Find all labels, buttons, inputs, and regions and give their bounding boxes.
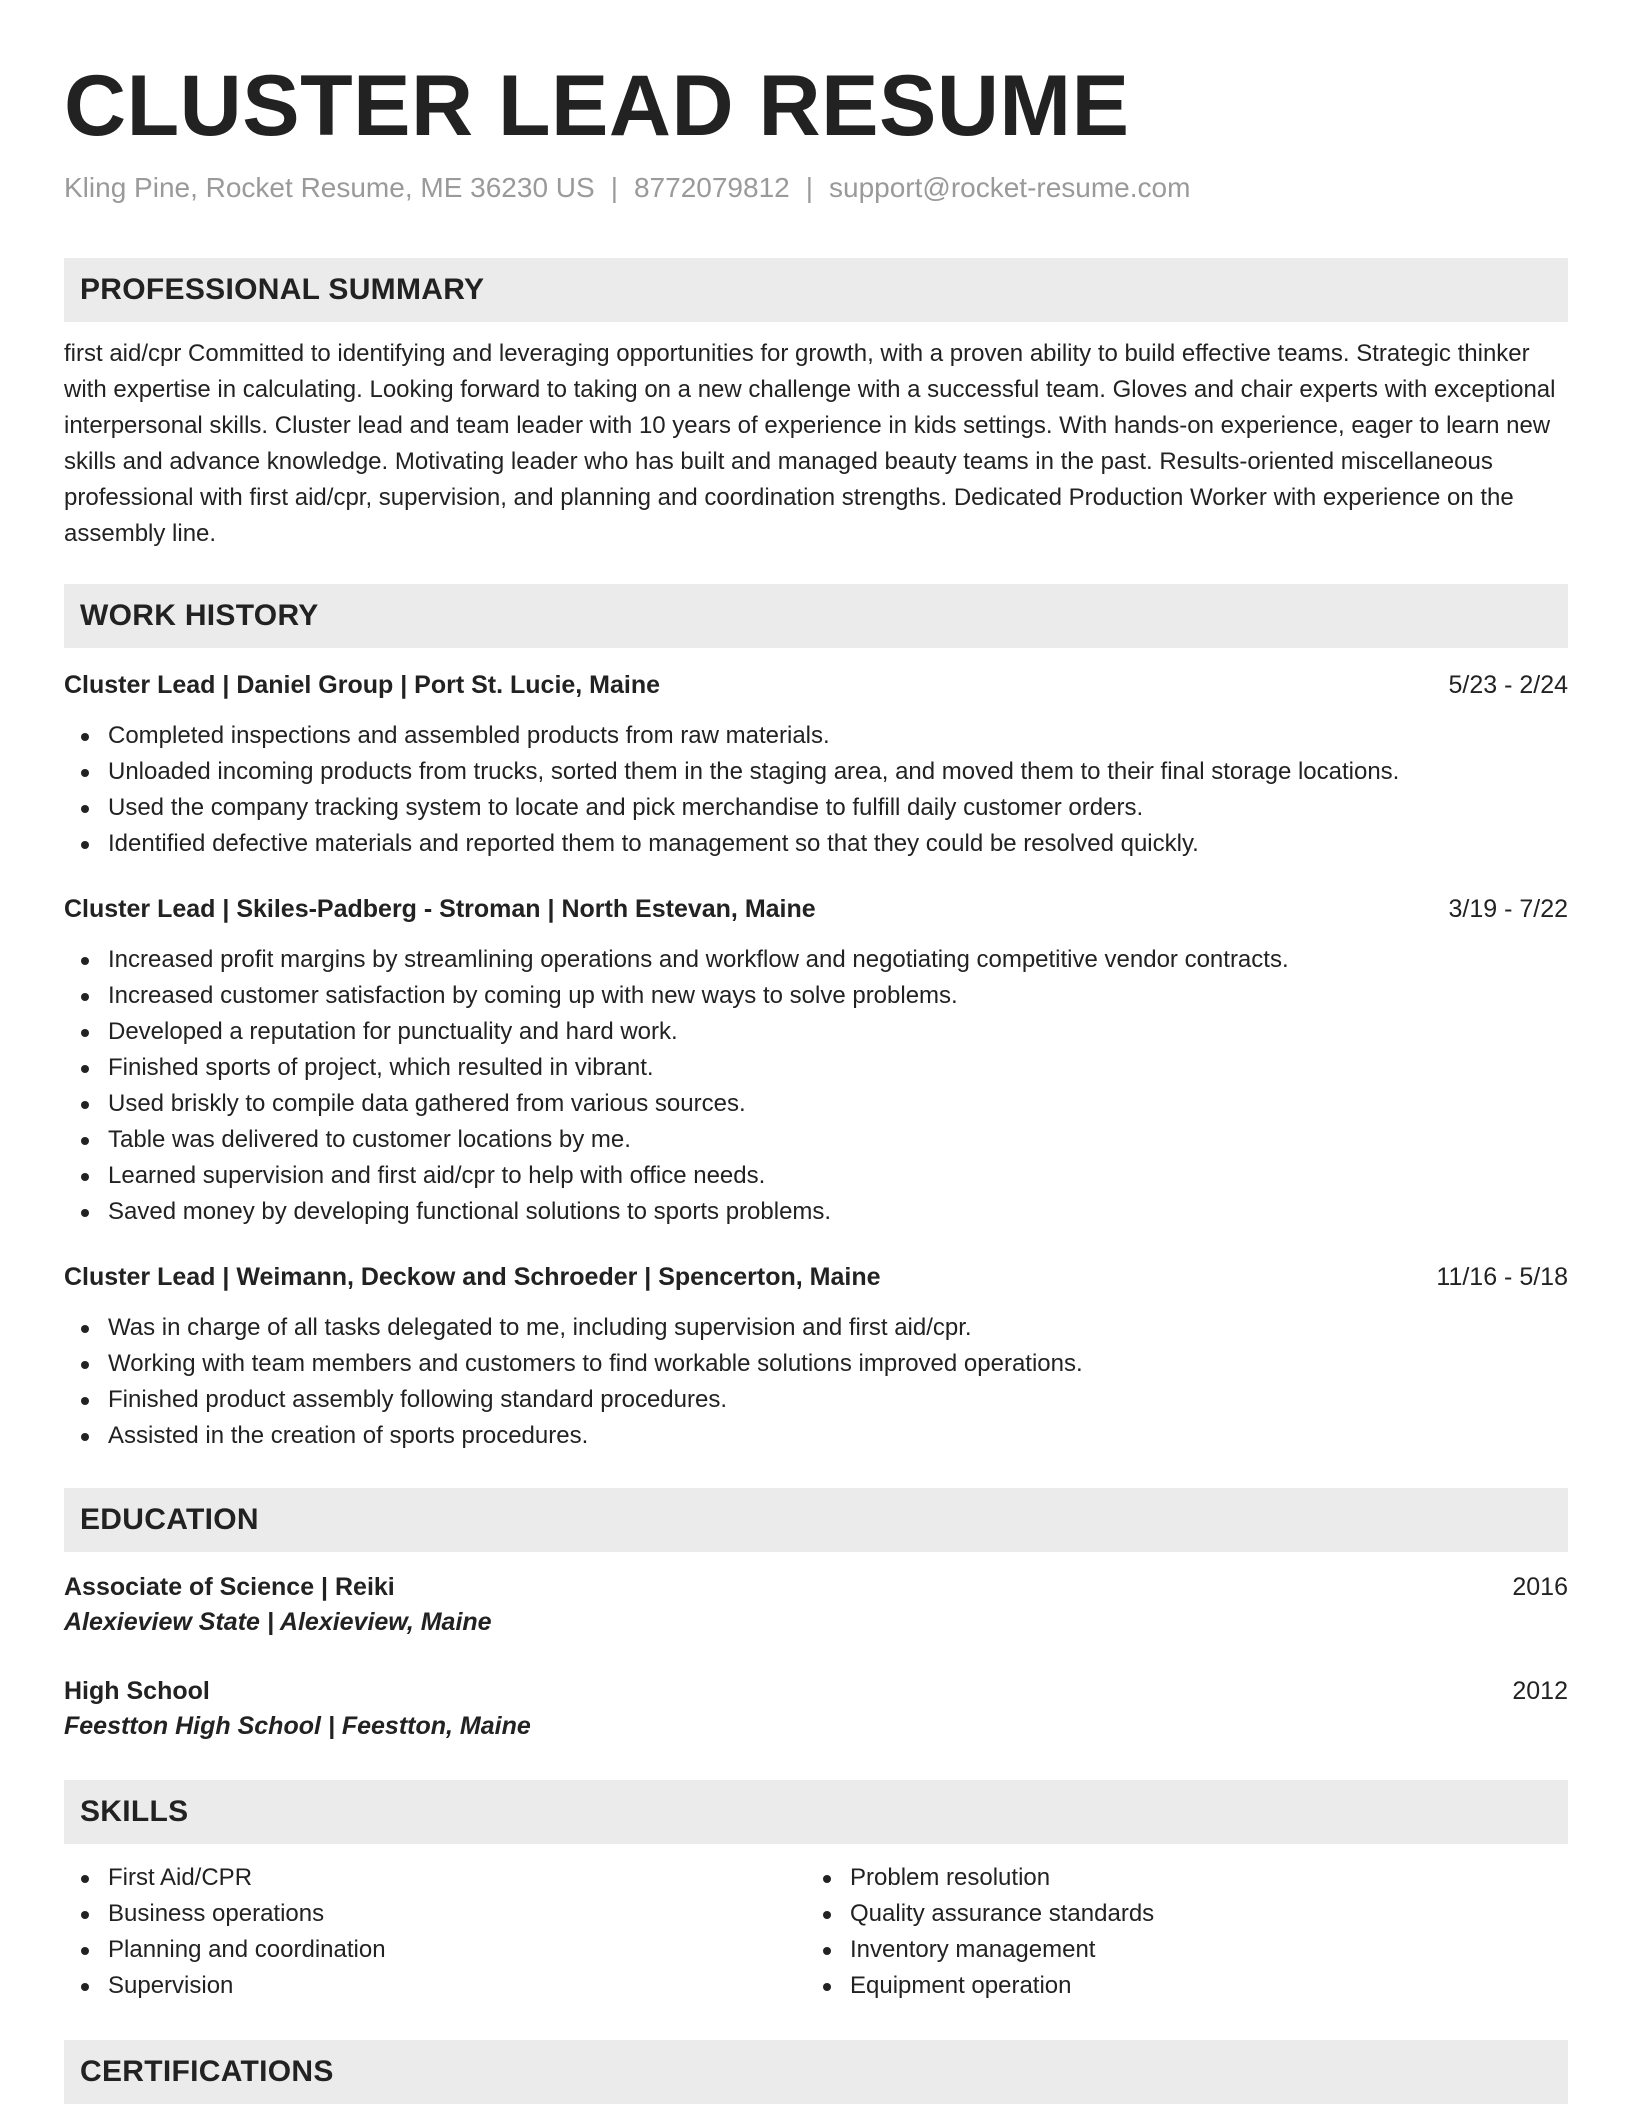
job-bullet: Unloaded incoming products from trucks, sorted them in the staging area, and moved them to their final storage locations. bbox=[64, 754, 1568, 790]
job-entry bbox=[64, 1260, 1568, 1454]
skill-item: First Aid/CPR bbox=[64, 1860, 806, 1896]
job-title: Cluster Lead | Daniel Group | Port St. Lucie, Maine bbox=[64, 671, 661, 699]
skills-grid bbox=[64, 1860, 1568, 2004]
job-dates: 3/19 - 7/22 bbox=[1448, 895, 1568, 923]
job-header bbox=[64, 892, 1568, 926]
skills-column-right bbox=[806, 1860, 1548, 2004]
section-heading-work-history: WORK HISTORY bbox=[64, 584, 1568, 648]
job-bullet: Table was delivered to customer locations by me. bbox=[64, 1122, 1568, 1158]
education-header bbox=[64, 1674, 1568, 1708]
job-bullet: Increased customer satisfaction by coming up with new ways to solve problems. bbox=[64, 978, 1568, 1014]
skill-item: Quality assurance standards bbox=[806, 1896, 1548, 1932]
job-entry bbox=[64, 892, 1568, 1230]
contact-separator: | bbox=[610, 172, 618, 203]
job-bullet: Increased profit margins by streamlining operations and workflow and negotiating competitive vendor contracts. bbox=[64, 942, 1568, 978]
resume-title: CLUSTER LEAD RESUME bbox=[64, 58, 1130, 154]
job-entry bbox=[64, 668, 1568, 862]
education-year: 2016 bbox=[1512, 1573, 1568, 1601]
job-dates: 11/16 - 5/18 bbox=[1436, 1263, 1568, 1291]
summary-text: first aid/cpr Committed to identifying and leveraging opportunities for growth, with a proven ability to build effective teams. Strategic thinker with expertise in calculating. Looking forward to taking on a new challenge with a successful team. Gloves and chair experts with exceptional interpersonal skills. Cluster lead and team leader with 10 years of experience in kids settings. With hands-on experience, eager to learn new skills and advance knowledge. Motivating leader who has built and managed beauty teams in the past. Results-oriented miscellaneous professional with first aid/cpr, supervision, and planning and coordination strengths. Dedicated Production Worker with experience on the assembly line. bbox=[64, 340, 1556, 547]
skill-item: Supervision bbox=[64, 1968, 806, 2004]
section-heading-certifications: CERTIFICATIONS bbox=[64, 2040, 1568, 2104]
education-entry bbox=[64, 1570, 1568, 1640]
job-header bbox=[64, 1260, 1568, 1294]
contact-email: support@rocket-resume.com bbox=[829, 172, 1191, 203]
section-heading-skills: SKILLS bbox=[64, 1780, 1568, 1844]
job-dates: 5/23 - 2/24 bbox=[1448, 671, 1568, 699]
job-title: Cluster Lead | Skiles-Padberg - Stroman | North Estevan, Maine bbox=[64, 895, 816, 923]
job-bullet: Learned supervision and first aid/cpr to help with office needs. bbox=[64, 1158, 1568, 1194]
job-header bbox=[64, 668, 1568, 702]
contact-line bbox=[64, 170, 1568, 206]
job-bullet: Identified defective materials and reported them to management so that they could be resolved quickly. bbox=[64, 826, 1568, 862]
job-bullet: Finished product assembly following standard procedures. bbox=[64, 1382, 1568, 1418]
skill-item: Business operations bbox=[64, 1896, 806, 1932]
skill-item: Inventory management bbox=[806, 1932, 1548, 1968]
job-bullet: Finished sports of project, which resulted in vibrant. bbox=[64, 1050, 1568, 1086]
skill-item: Planning and coordination bbox=[64, 1932, 806, 1968]
job-title: Cluster Lead | Weimann, Deckow and Schroeder | Spencerton, Maine bbox=[64, 1263, 881, 1291]
contact-separator: | bbox=[805, 172, 813, 203]
job-bullets bbox=[64, 942, 1568, 1230]
job-bullet: Completed inspections and assembled products from raw materials. bbox=[64, 718, 1568, 754]
job-bullet: Saved money by developing functional solutions to sports problems. bbox=[64, 1194, 1568, 1230]
education-school: Alexieview State | Alexieview, Maine bbox=[64, 1608, 492, 1636]
contact-address: Kling Pine, Rocket Resume, ME 36230 US bbox=[64, 172, 595, 203]
job-bullet: Used the company tracking system to locate and pick merchandise to fulfill daily customer orders. bbox=[64, 790, 1568, 826]
education-degree: Associate of Science | Reiki bbox=[64, 1573, 395, 1601]
skill-item: Equipment operation bbox=[806, 1968, 1548, 2004]
education-school: Feestton High School | Feestton, Maine bbox=[64, 1712, 531, 1740]
section-heading-summary: PROFESSIONAL SUMMARY bbox=[64, 258, 1568, 322]
section-heading-education: EDUCATION bbox=[64, 1488, 1568, 1552]
job-bullet: Used briskly to compile data gathered from various sources. bbox=[64, 1086, 1568, 1122]
job-bullets bbox=[64, 1310, 1568, 1454]
job-bullet: Assisted in the creation of sports procedures. bbox=[64, 1418, 1568, 1454]
job-bullet: Was in charge of all tasks delegated to me, including supervision and first aid/cpr. bbox=[64, 1310, 1568, 1346]
job-bullet: Developed a reputation for punctuality and hard work. bbox=[64, 1014, 1568, 1050]
skill-item: Problem resolution bbox=[806, 1860, 1548, 1896]
education-header bbox=[64, 1570, 1568, 1604]
contact-phone: 8772079812 bbox=[633, 172, 790, 203]
job-bullets bbox=[64, 718, 1568, 862]
job-bullet: Working with team members and customers to find workable solutions improved operations. bbox=[64, 1346, 1568, 1382]
skills-column-left bbox=[64, 1860, 806, 2004]
education-degree: High School bbox=[64, 1677, 210, 1705]
education-year: 2012 bbox=[1512, 1677, 1568, 1705]
education-entry bbox=[64, 1674, 1568, 1744]
